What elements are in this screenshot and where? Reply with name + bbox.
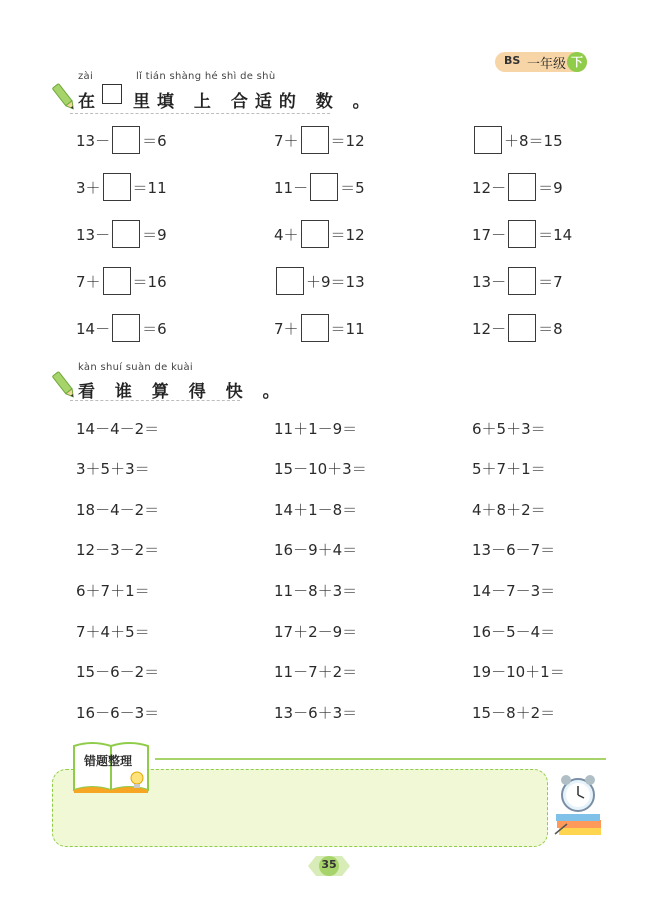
calc-problem: 15－6－2＝ xyxy=(76,663,160,681)
calc-problem: 18－4－2＝ xyxy=(76,501,160,519)
calc-problem: 14＋1－8＝ xyxy=(274,501,358,519)
answer-box[interactable] xyxy=(112,126,140,154)
pencil-icon xyxy=(52,80,76,114)
series-label: BS xyxy=(504,54,521,67)
section2-pinyin: kàn shuí suàn de kuài xyxy=(78,362,194,373)
fill-problem: 7＋ ＝11 xyxy=(274,314,365,342)
answer-box[interactable] xyxy=(276,267,304,295)
calc-problem: 17＋2－9＝ xyxy=(274,623,358,641)
answer-box[interactable] xyxy=(103,173,131,201)
fill-problem: 13－ ＝7 xyxy=(472,267,563,295)
section1-title-pre: 在 xyxy=(78,92,102,112)
fill-problem: 12－ ＝8 xyxy=(472,314,563,342)
calc-problem: 14－7－3＝ xyxy=(472,582,556,600)
calc-problem: 6＋7＋1＝ xyxy=(76,582,150,600)
title-answer-box xyxy=(102,84,122,104)
section2-title: 看 谁 算 得 快 。 xyxy=(78,382,287,402)
section1-underline xyxy=(70,113,330,114)
fill-problem: 13－ ＝9 xyxy=(76,220,167,248)
answer-box[interactable] xyxy=(301,314,329,342)
calc-problem: 14－4－2＝ xyxy=(76,420,160,438)
calc-problem: 19－10＋1＝ xyxy=(472,663,565,681)
grade-label: 一年级 xyxy=(527,57,567,72)
pencil-icon xyxy=(52,368,76,402)
answer-box[interactable] xyxy=(508,314,536,342)
answer-box[interactable] xyxy=(301,220,329,248)
answer-box[interactable] xyxy=(474,126,502,154)
calc-problem: 16－5－4＝ xyxy=(472,623,556,641)
fill-problem: 4＋ ＝12 xyxy=(274,220,365,248)
fill-problem: 17－ ＝14 xyxy=(472,220,572,248)
answer-box[interactable] xyxy=(508,220,536,248)
fill-problem: 13－ ＝6 xyxy=(76,126,167,154)
lightbulb-icon xyxy=(128,770,146,792)
calc-problem: 13－6－7＝ xyxy=(472,541,556,559)
answer-box[interactable] xyxy=(508,267,536,295)
volume-label: 下 xyxy=(567,52,587,72)
calc-problem: 7＋4＋5＝ xyxy=(76,623,150,641)
calc-problem: 16－9＋4＝ xyxy=(274,541,358,559)
answer-box[interactable] xyxy=(103,267,131,295)
calc-problem: 5＋7＋1＝ xyxy=(472,460,546,478)
fill-problem: 7＋ ＝12 xyxy=(274,126,365,154)
answer-box[interactable] xyxy=(310,173,338,201)
fill-problem: ＋8＝15 xyxy=(472,126,563,154)
section1-title: 里填 上 合适的 数 。 xyxy=(133,92,377,112)
error-section-title: 错题整理 xyxy=(84,754,133,768)
fill-problem: 3＋ ＝11 xyxy=(76,173,167,201)
calc-problem: 11＋1－9＝ xyxy=(274,420,358,438)
calc-problem: 3＋5＋3＝ xyxy=(76,460,150,478)
page-number-badge xyxy=(308,854,350,878)
calc-problem: 15－10＋3＝ xyxy=(274,460,367,478)
fill-problem: 14－ ＝6 xyxy=(76,314,167,342)
section1-pinyin-b: lǐ tián shàng hé shì de shù xyxy=(136,71,276,82)
calc-problem: 13－6＋3＝ xyxy=(274,704,358,722)
grade-badge xyxy=(495,52,587,72)
section1-pinyin-a: zài xyxy=(78,71,94,82)
answer-box[interactable] xyxy=(112,220,140,248)
error-notebook-tag xyxy=(72,738,150,793)
answer-box[interactable] xyxy=(508,173,536,201)
fill-problem: ＋9＝13 xyxy=(274,267,365,295)
calc-problem: 11－8＋3＝ xyxy=(274,582,358,600)
calc-problem: 6＋5＋3＝ xyxy=(472,420,546,438)
answer-box[interactable] xyxy=(301,126,329,154)
calc-problem: 12－3－2＝ xyxy=(76,541,160,559)
fill-problem: 11－ ＝5 xyxy=(274,173,365,201)
section-divider xyxy=(155,758,606,760)
section2-underline xyxy=(70,400,240,401)
calc-problem: 16－6－3＝ xyxy=(76,704,160,722)
fill-problem: 7＋ ＝16 xyxy=(76,267,167,295)
page-number: 35 xyxy=(321,858,337,871)
answer-box[interactable] xyxy=(112,314,140,342)
calc-problem: 11－7＋2＝ xyxy=(274,663,358,681)
fill-problem: 12－ ＝9 xyxy=(472,173,563,201)
calc-problem: 15－8＋2＝ xyxy=(472,704,556,722)
calc-problem: 4＋8＋2＝ xyxy=(472,501,546,519)
alarm-clock-books-icon xyxy=(553,772,605,840)
